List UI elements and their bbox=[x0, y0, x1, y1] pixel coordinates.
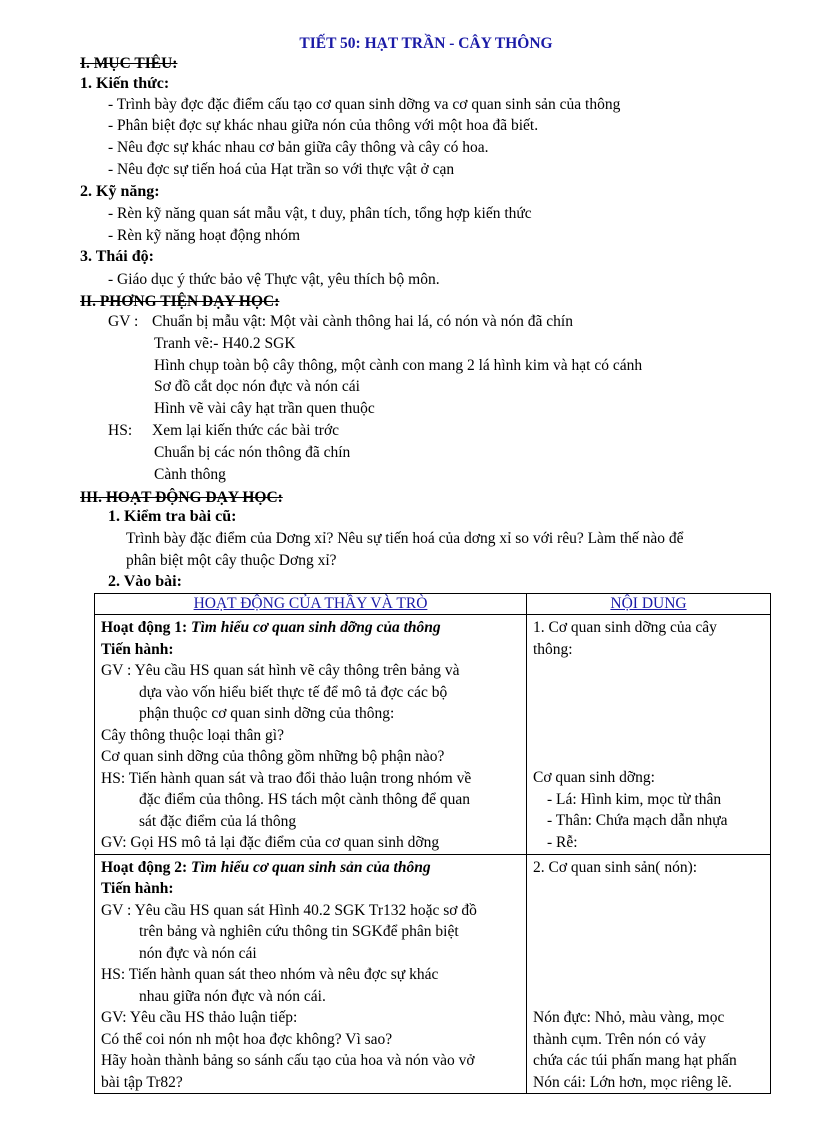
activity1-line: GV : Yêu cầu HS quan sát hình vẽ cây thông trên bảng và bbox=[101, 662, 460, 679]
activity2-label: Hoạt động 2: bbox=[101, 858, 191, 876]
activity1-line: HS: Tiến hành quan sát và trao đổi thảo luận trong nhóm về bbox=[101, 769, 472, 787]
content2-line: thành cụm. Trên nón có vảy bbox=[533, 1030, 707, 1048]
page-title: TIẾT 50: HẠT TRẦN - CÂY THÔNG bbox=[299, 35, 553, 52]
activity2-line: Có thể coi nón nh một hoa đợc không? Vì sao? bbox=[101, 1030, 393, 1048]
section1-heading: I. MỤC TIÊU: bbox=[80, 55, 178, 72]
content1-spacer bbox=[527, 660, 770, 767]
gv-line: Chuẩn bị mẫu vật: Một vài cành thông hai lá, có nón và nón đã chín bbox=[152, 313, 573, 330]
activity2-title-row bbox=[95, 857, 526, 879]
check-heading: 1. Kiểm tra bài cũ: bbox=[108, 508, 237, 525]
activity2-line: nhau giữa nón đực và nón cái. bbox=[139, 987, 326, 1005]
content1-cell bbox=[527, 615, 771, 855]
hs-label: HS: bbox=[108, 422, 133, 439]
activity1-line: dựa vào vốn hiểu biết thực tế để mô tả đợc các bộ bbox=[139, 683, 448, 701]
content2-line: Nón đực: Nhỏ, màu vàng, mọc bbox=[533, 1009, 725, 1026]
gv-line: Hình chụp toàn bộ cây thông, một cành con mang 2 lá hình kim và hạt có cánh bbox=[154, 357, 643, 374]
activity2-steps-label: Tiến hành: bbox=[101, 880, 174, 897]
knowledge-heading: 1. Kiến thức: bbox=[80, 75, 170, 92]
knowledge-item: - Nêu đợc sự tiến hoá của Hạt trần so với thực vật ở cạn bbox=[108, 161, 455, 178]
activity-table bbox=[94, 593, 771, 1094]
content1-item: - Thân: Chứa mạch dẫn nhựa bbox=[547, 812, 728, 829]
activity2-line: HS: Tiến hành quan sát theo nhóm và nêu đợc sự khác bbox=[101, 966, 439, 983]
attitude-heading: 3. Thái độ: bbox=[80, 248, 154, 265]
activity2-line: GV: Yêu cầu HS thảo luận tiếp: bbox=[101, 1009, 298, 1026]
gv-line: Tranh vẽ:- H40.2 SGK bbox=[154, 335, 296, 352]
activity1-line: phận thuộc cơ quan sinh dỡng của thông: bbox=[139, 705, 395, 722]
content1-heading: 1. Cơ quan sinh dỡng của cây bbox=[533, 619, 717, 636]
activity1-line: Cây thông thuộc loại thân gì? bbox=[101, 726, 284, 744]
activity2-line: Hãy hoàn thành bảng so sánh cấu tạo của hoa và nón vào vở bbox=[101, 1052, 475, 1069]
hs-line: Chuẩn bị các nón thông đã chín bbox=[154, 444, 351, 461]
activity1-line: Cơ quan sinh dỡng của thông gồm những bộ phận nào? bbox=[101, 748, 445, 765]
skills-item: - Rèn kỹ năng quan sát mẫu vật, t duy, phân tích, tổng hợp kiến thức bbox=[108, 205, 532, 222]
skills-heading: 2. Kỹ năng: bbox=[80, 183, 160, 200]
activity1-line: đặc điểm của thông. HS tách một cành thông để quan bbox=[139, 791, 471, 808]
knowledge-item: - Trình bày đợc đặc điểm cấu tạo cơ quan sinh dỡng va cơ quan sinh sản của thông bbox=[108, 96, 621, 113]
hs-line: Xem lại kiến thức các bài trớc bbox=[152, 422, 340, 439]
content2-cell bbox=[527, 854, 771, 1094]
activity2-line: trên bảng và nghiên cứu thông tin SGKđể phân biệt bbox=[139, 923, 459, 940]
knowledge-item: - Phân biệt đợc sự khác nhau giữa nón của thông với một hoa đã biết. bbox=[108, 117, 539, 134]
skills-item: - Rèn kỹ năng hoạt động nhóm bbox=[108, 227, 301, 244]
content2-line: chứa các túi phấn mang hạt phấn bbox=[533, 1052, 737, 1069]
attitude-item: - Giáo dục ý thức bảo vệ Thực vật, yêu thích bộ môn. bbox=[108, 271, 440, 288]
check-line: phân biệt một cây thuộc Dơng xỉ? bbox=[126, 552, 337, 569]
activity2-line: bài tập Tr82? bbox=[101, 1073, 183, 1091]
content1-heading: thông: bbox=[533, 640, 573, 658]
content2-spacer bbox=[527, 878, 770, 1007]
knowledge-item: - Nêu đợc sự khác nhau cơ bản giữa cây thông và cây có hoa. bbox=[108, 139, 489, 156]
content2-line: Nón cái: Lớn hơn, mọc riêng lẽ. bbox=[533, 1073, 732, 1091]
content1-label: Cơ quan sinh dỡng: bbox=[533, 769, 655, 786]
activity1-line: sát đặc điểm của lá thông bbox=[139, 812, 297, 830]
intro-heading: 2. Vào bài: bbox=[108, 573, 182, 590]
section2-heading: II. PHƠNG TIỆN DẠY HỌC: bbox=[80, 293, 280, 310]
col1-header: HOẠT ĐỘNG CỦA THẦY VÀ TRÒ bbox=[95, 594, 527, 615]
activity1-line: GV: Gọi HS mô tả lại đặc điểm của cơ quan sinh dỡng bbox=[101, 834, 440, 851]
activity2-line: nón đực và nón cái bbox=[139, 944, 257, 962]
gv-label: GV : bbox=[108, 313, 139, 330]
content1-item: - Rễ: bbox=[547, 833, 578, 851]
activity1-steps-label: Tiến hành: bbox=[101, 640, 174, 658]
content2-heading: 2. Cơ quan sinh sản( nón): bbox=[533, 858, 698, 876]
activity1-cell bbox=[95, 615, 527, 855]
section3-heading: III. HOẠT ĐỘNG DẠY HỌC: bbox=[80, 489, 283, 506]
check-line: Trình bày đặc điểm của Dơng xỉ? Nêu sự tiến hoá của dơng xỉ so với rêu? Làm thế nào để bbox=[126, 530, 684, 547]
activity1-title-row bbox=[95, 617, 526, 639]
hs-line: Cành thông bbox=[154, 466, 226, 483]
gv-line: Hình vẽ vài cây hạt trần quen thuộc bbox=[154, 400, 375, 417]
activity1-label: Hoạt động 1: bbox=[101, 619, 191, 636]
activity1-title: Tìm hiểu cơ quan sinh dỡng của thông bbox=[191, 619, 441, 636]
activity2-cell bbox=[95, 854, 527, 1094]
col2-header: NỘI DUNG bbox=[527, 594, 771, 615]
content1-item: - Lá: Hình kim, mọc từ thân bbox=[547, 790, 722, 808]
gv-line: Sơ đồ cắt dọc nón đực và nón cái bbox=[154, 378, 360, 395]
activity2-title: Tìm hiểu cơ quan sinh sản của thông bbox=[191, 858, 431, 876]
activity2-line: GV : Yêu cầu HS quan sát Hình 40.2 SGK Tr132 hoặc sơ đồ bbox=[101, 901, 477, 919]
